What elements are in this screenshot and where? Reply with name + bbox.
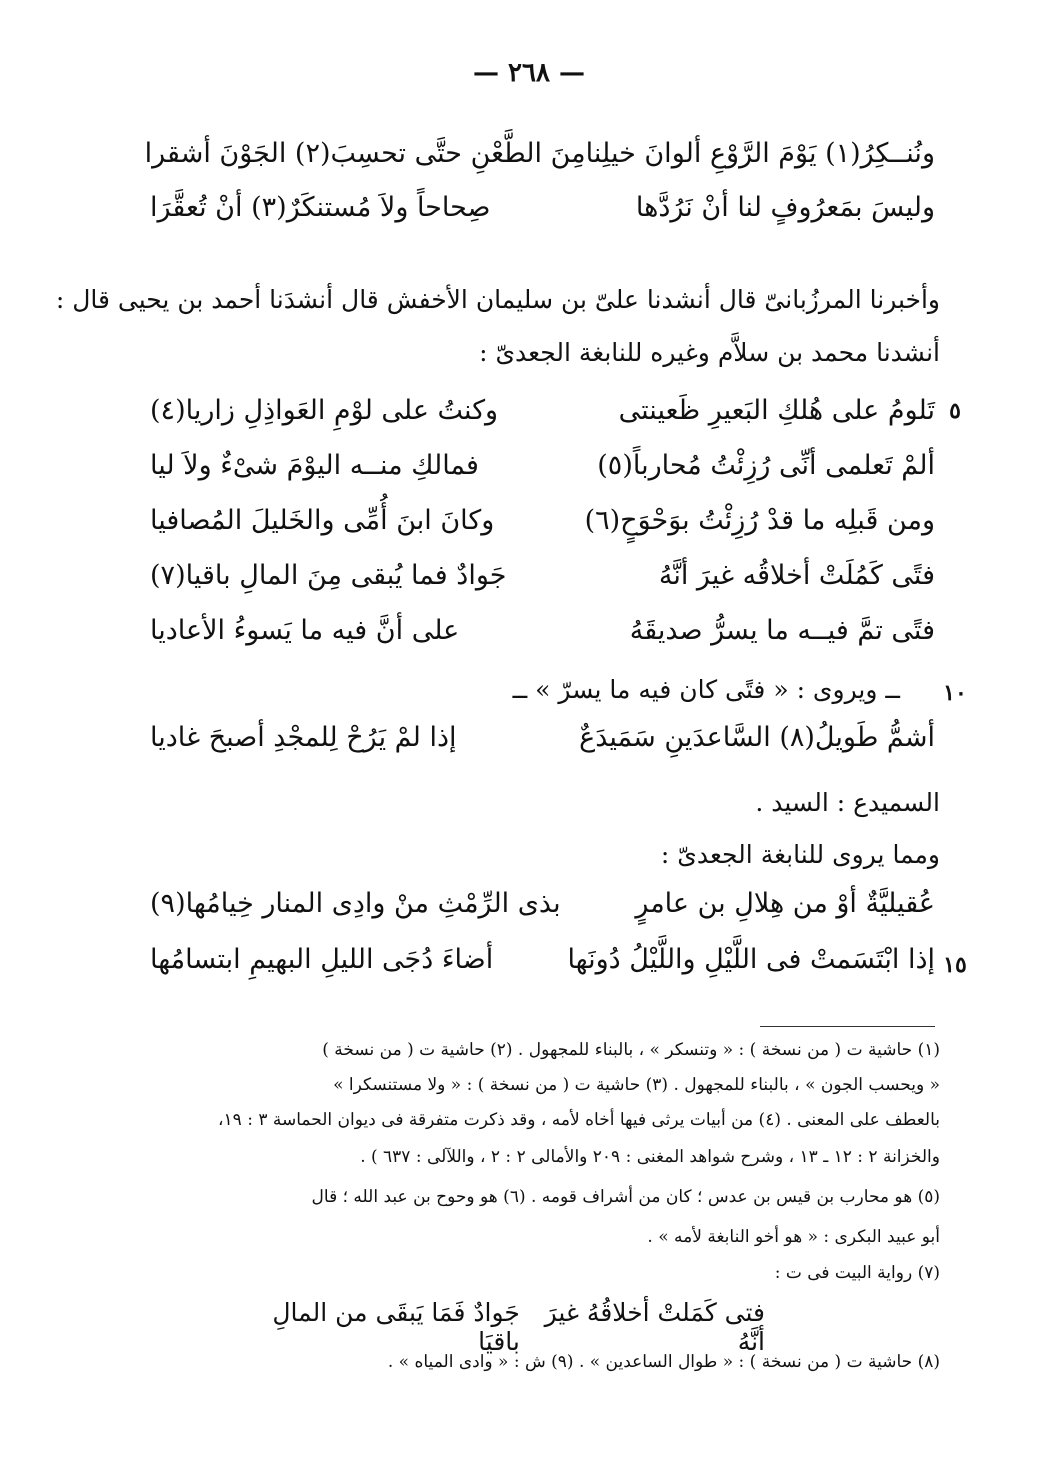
prose-line: ومما يروى للنابغة الجعدىّ : [660, 840, 940, 869]
verse-first-hemistich: إذا ابْتَسَمتْ فى اللَّيْلِ واللَّيْلُ دُونَها [567, 944, 935, 975]
verse-line [150, 192, 935, 238]
footnote-line: بالعطف على المعنى . (٤) من أبيات يرثى فيها أخاه لأمه ، وقد ذكرت متفرقة فى ديوان الحماسة ٣ : ١٩، [218, 1110, 940, 1130]
line-number: ٥ [949, 398, 961, 424]
verse-line [150, 505, 935, 551]
footnote-line: والخزانة ٢ : ١٢ ـ ١٣ ، وشرح شواهد المغنى : ٢٠٩ والأمالى ٢ : ٢ ، واللآلى : ٦٣٧ ) . [360, 1147, 940, 1167]
verse-first-hemistich: تَلومُ على هُلكِ البَعيرِ ظَعينتى [618, 395, 935, 426]
footnote-line: (٥) هو محارب بن قيس بن عدس ؛ كان من أشراف قومه . (٦) هو وحوح بن عبد الله ؛ قال [311, 1187, 940, 1207]
verse-first-hemistich: ألمْ تَعلمى أنِّى رُزِئْتُ مُحارباً(٥) [597, 450, 935, 481]
verse-second-hemistich: فمالكِ منــه اليوْمَ شىْءٌ ولاَ ليا [150, 450, 479, 481]
verse-first-hemistich: فتًى تمَّ فيــه ما يسرُّ صديقَهُ [629, 615, 935, 646]
variant-reading: ــ ويروى : « فتًى كان فيه ما يسرّ » ــ [512, 675, 900, 704]
verse-first-hemistich: وليسَ بمَعرُوفٍ لنا أنْ نَرُدَّها [635, 192, 935, 223]
verse-second-hemistich: مِنَ الطَّعْنِ حتَّى تحسِبَ(٢) الجَوْنَ أشقرا [144, 138, 586, 169]
verse-second-hemistich: جَوادٌ فما يُبقى مِنَ المالِ باقيا(٧) [150, 560, 507, 591]
verse-line [150, 560, 935, 606]
verse-second-hemistich: بذى الرِّمْثِ منْ وادِى المنار خِيامُها(٩) [150, 888, 561, 919]
footnote-line: « ويحسب الجون » ، بالبناء للمجهول . (٣) حاشية ت ( من نسخة ) : « ولا مستنسكرا » [333, 1075, 940, 1095]
verse-line [150, 888, 935, 934]
verse-line [150, 395, 935, 441]
verse-first-hemistich: ونُنــكِرُ(١) يَوْمَ الرَّوْعِ ألوانَ خيلِنا [585, 138, 935, 169]
line-number: ١٠ [943, 680, 967, 706]
verse-line [150, 722, 935, 768]
line-number: ١٥ [943, 952, 967, 978]
footnote-line: (٨) حاشية ت ( من نسخة ) : « طوال الساعدين » . (٩) ش : « وادى المياه » . [387, 1352, 940, 1372]
verse-line [144, 138, 935, 184]
verse-second-hemistich: جَوادٌ فَمَا يَبقَى من المالِ باقيَا [272, 1298, 520, 1356]
verse-first-hemistich: أشمُّ طَويلُ(٨) السَّاعدَينِ سَمَيدَعٌ [579, 722, 935, 753]
verse-first-hemistich: فتًى كَمُلَتْ أخلاقُه غيرَ أنَّهُ [658, 560, 935, 591]
footnote-line: أبو عبيد البكرى : « هو أخو النابغة لأمه » . [647, 1227, 940, 1247]
verse-line [150, 450, 935, 496]
verse-second-hemistich: وكنتُ على لوْمِ العَواذِلِ زاريا(٤) [150, 395, 499, 426]
footnote-divider [760, 1026, 935, 1027]
footnote-line: (١) حاشية ت ( من نسخة ) : « وتنسكر » ، بالبناء للمجهول . (٢) حاشية ت ( من نسخة ) [322, 1040, 940, 1060]
footnote-line: (٧) رواية البيت فى ت : [774, 1263, 940, 1283]
verse-second-hemistich: على أنَّ فيه ما يَسوءُ الأعاديا [150, 615, 460, 646]
verse-second-hemistich: إذا لمْ يَرُحْ لِلمجْدِ أصبحَ غاديا [150, 722, 457, 753]
page-number: — ٢٦٨ — [472, 58, 586, 88]
footnote-verse [235, 1298, 765, 1356]
verse-second-hemistich: صِحاحاً ولاَ مُستنكَرٌ(٣) أنْ تُعقَّرَا [150, 192, 491, 223]
verse-line [150, 615, 935, 661]
verse-first-hemistich: ومن قَبلِه ما قدْ رُزِئْتُ بوَحْوَحٍ(٦) [584, 505, 935, 536]
verse-first-hemistich: عُقيليَّةٌ أوْ من هِلالِ بن عامرٍ [635, 888, 935, 919]
gloss-line: السميدع : السيد . [755, 788, 940, 817]
prose-line: وأخبرنا المرزُبانىّ قال أنشدنا علىّ بن سليمان الأخفش قال أنشدَنا أحمد بن يحيى قال : [55, 285, 940, 314]
prose-line: أنشدنا محمد بن سلاَّم وغيره للنابغة الجعدىّ : [479, 338, 940, 367]
verse-first-hemistich: فتى كَمَلتْ أخلاقُهُ غيرَ أنَّهُ [544, 1298, 765, 1356]
verse-second-hemistich: أضاءَ دُجَى الليلِ البهيمِ ابتسامُها [150, 944, 494, 975]
verse-second-hemistich: وكانَ ابنَ أُمِّى والخَليلَ المُصافيا [150, 505, 495, 536]
verse-line [150, 944, 935, 990]
